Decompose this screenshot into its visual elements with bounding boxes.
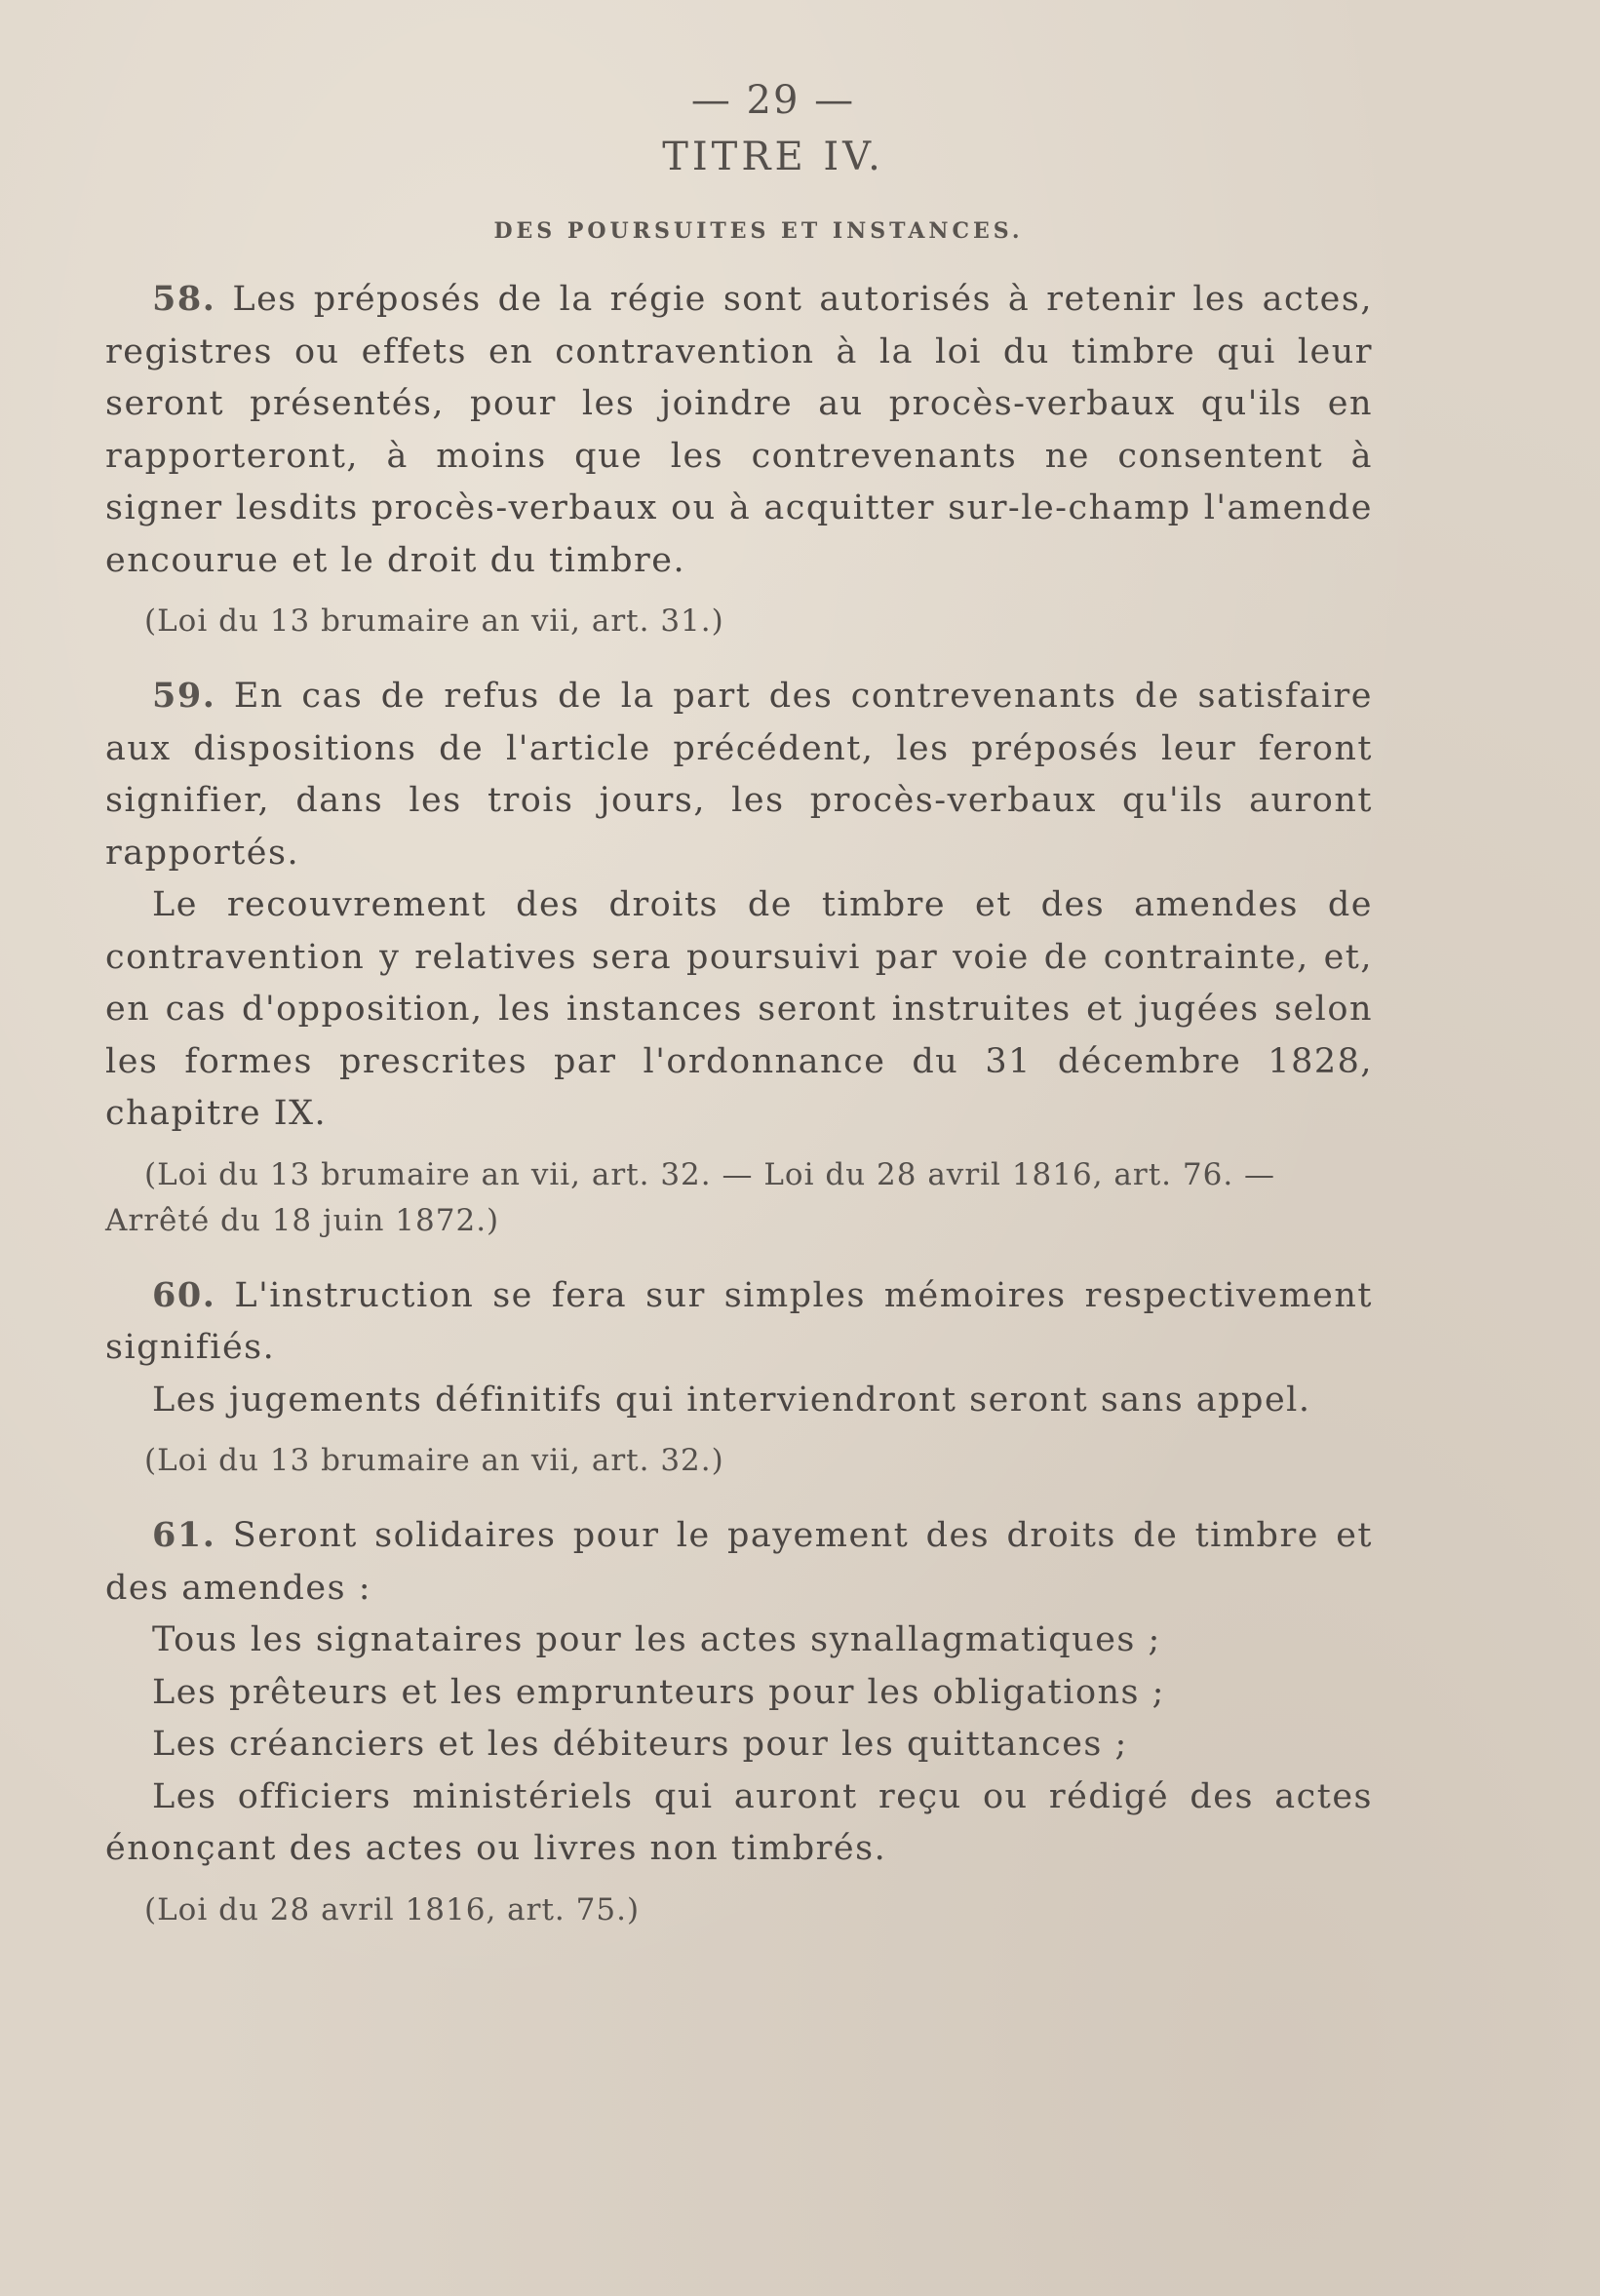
- article-text: Seront solidaires pour le payement des droits de timbre et des amendes :: [105, 1516, 1373, 1608]
- article-paragraph: [105, 1269, 1373, 1375]
- article-61: [105, 1509, 1373, 1933]
- article-number: 58.: [152, 279, 216, 319]
- article-number: 60.: [152, 1274, 216, 1315]
- article-paragraph: Les jugements définitifs qui interviendront seront sans appel.: [152, 1380, 1311, 1420]
- article-text: L'instruction se fera sur simples mémoires respectivement signifiés.: [105, 1275, 1373, 1367]
- article-text: Les préposés de la régie sont autorisés à retenir les actes, registres ou effets en contravention à la loi du timbre qui leur seront présentés, pour les joindre au procès-verbaux qu'ils en rapporteront, à moins que les contrevenants ne consentent à signer lesdits procès-verbaux ou à acquitter sur-le-champ l'amende encourue et le droit du timbre.: [105, 280, 1373, 580]
- article-text: En cas de refus de la part des contrevenants de satisfaire aux dispositions de l'article précédent, les préposés leur feront signifier, dans les trois jours, les procès-verbaux qu'ils auront rapportés.: [105, 677, 1373, 873]
- article-paragraph: Les créanciers et les débiteurs pour les quittances ;: [152, 1725, 1128, 1764]
- article-citation: (Loi du 13 brumaire an vii, art. 31.): [144, 603, 724, 639]
- article-paragraph: Les officiers ministériels qui auront reçu ou rédigé des actes énonçant des actes ou livres non timbrés.: [105, 1776, 1373, 1868]
- article-number: 59.: [152, 676, 216, 716]
- article-paragraph: Le recouvrement des droits de timbre et des amendes de contravention y relatives sera poursuivi par voie de contrainte, et, en cas d'opposition, les instances seront instruites et jugées selon les formes prescrites par l'ordonnance du 31 décembre 1828, chapitre IX.: [105, 885, 1373, 1133]
- article-paragraph: Les prêteurs et les emprunteurs pour les obligations ;: [152, 1672, 1165, 1712]
- article-paragraph: [105, 670, 1373, 879]
- article-citation: (Loi du 28 avril 1816, art. 75.): [144, 1891, 641, 1927]
- article-60: [105, 1269, 1373, 1485]
- section-title: TITRE IV.: [662, 135, 884, 179]
- article-59: [105, 670, 1373, 1244]
- article-paragraph: Tous les signataires pour les actes synallagmatiques ;: [152, 1620, 1161, 1659]
- page-number: — 29 —: [690, 78, 856, 123]
- text-column: [105, 78, 1373, 1959]
- article-citation: (Loi du 13 brumaire an vii, art. 32. — Loi du 28 avril 1816, art. 76. — Arrêté du 18 juin 1872.): [105, 1156, 1276, 1238]
- article-citation: (Loi du 13 brumaire an vii, art. 32.): [144, 1443, 724, 1478]
- article-number: 61.: [152, 1515, 216, 1555]
- section-subtitle: DES POURSUITES ET INSTANCES.: [493, 218, 1024, 244]
- article-58: [105, 273, 1373, 644]
- article-paragraph: [105, 273, 1373, 587]
- article-paragraph: [105, 1509, 1373, 1615]
